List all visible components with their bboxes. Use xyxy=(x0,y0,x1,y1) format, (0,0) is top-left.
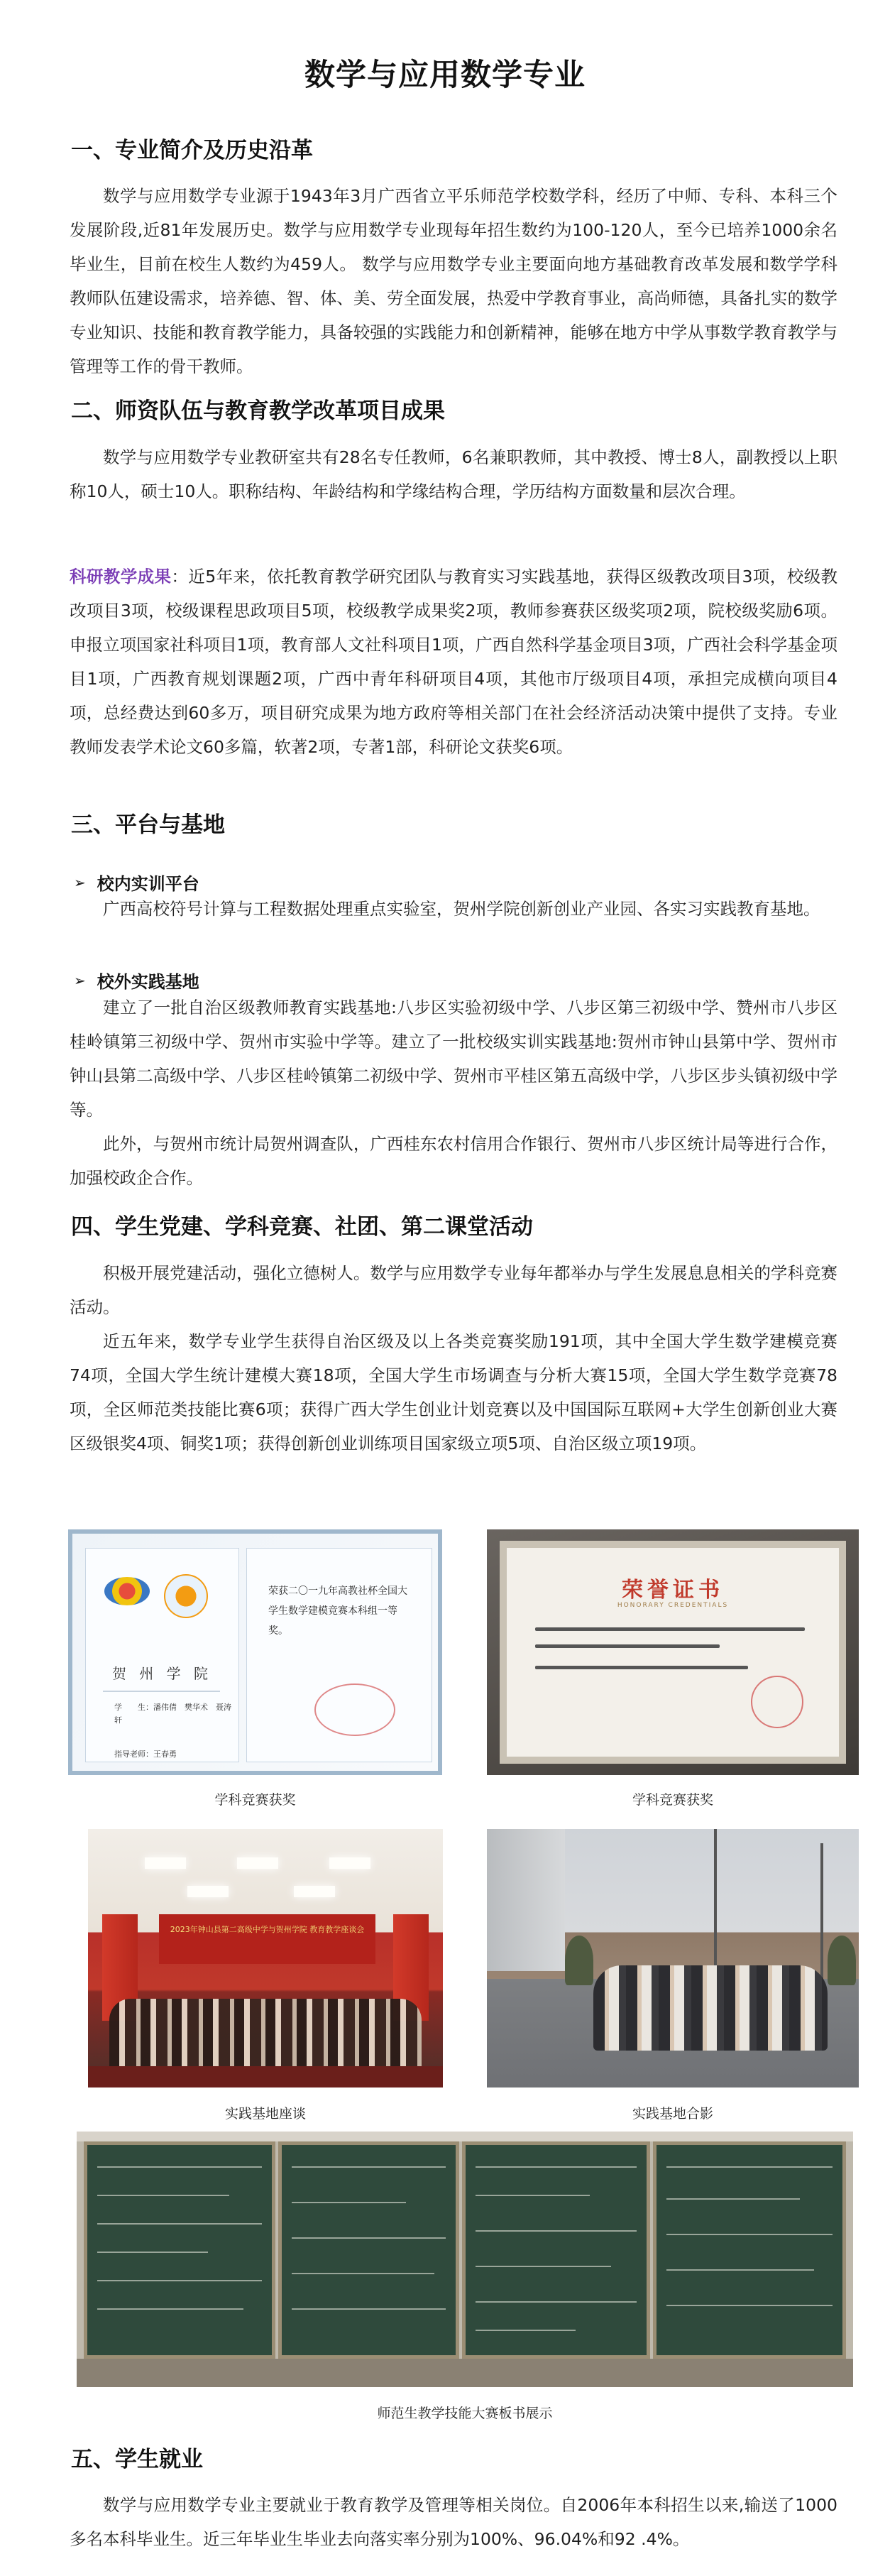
research-achievements-body: ：近5年来，依托教育教学研究团队与教育实习实践基地，获得区级教改项目3项，校级教改项目3项，校级课程思政项目5项，校级教学成果奖2项，教师参赛获区级奖项2项，院校级奖励6项。申报立项国家社科项目1项，教育部人文社科项目1项，广西自然科学基金项目3项，广西社会科学基金项目1项，广西教育规划课题2项，广西中青年科研项目4项，其他市厅级项目4项，承担完成横向项目4项，总经费达到60多万，项目研究成果为地方政府等相关部门在社会经济活动决策中提供了支持。专业教师发表学术论文60多篇，软著2项，专著1部，科研论文获奖6项。 xyxy=(70,567,838,757)
photo-caption-5: 师范生教学技能大赛板书展示 xyxy=(377,2406,553,2421)
photo-caption-2: 学科竞赛获奖 xyxy=(632,1792,713,1808)
research-achievements-paragraph xyxy=(70,560,837,764)
off-campus-body-2: 此外，与贺州市统计局贺州调查队，广西桂东农村信用合作银行、贺州市八步区统计局等进行合作，加强校政企合作。 xyxy=(70,1134,837,1188)
arrow-bullet-icon: ➢ xyxy=(74,873,86,891)
certificate-right-panel xyxy=(246,1548,432,1762)
blackboard-2 xyxy=(278,2141,459,2359)
section-heading-student-activities: 四、学生党建、学科竞赛、社团、第二课堂活动 xyxy=(71,1214,533,1240)
student-activities-body-2: 近五年来，数学专业学生获得自治区级及以上各类竞赛奖励191项，其中全国大学生数学建模竞赛74项，全国大学生统计建模大赛18项，全国大学生市场调查与分析大赛15项，全国大学生数学竞赛78项，全区师范类技能比赛6项；获得广西大学生创业计划竞赛以及中国国际互联网+大学生创新创业大赛区级银奖4项、铜奖1项；获得创新创业训练项目国家级立项5项、自治区级立项19项。 xyxy=(70,1331,837,1453)
subheading-on-campus-label: 校内实训平台 xyxy=(97,874,199,894)
group-members xyxy=(593,1965,828,2051)
certificate-school-name: 贺 州 学 院 xyxy=(111,1665,213,1682)
research-achievements-label: 科研教学成果 xyxy=(70,567,172,586)
blackboard-4 xyxy=(653,2141,846,2359)
meeting-banner: 2023年钟山县第二高级中学与贺州学院 教育教学座谈会 xyxy=(159,1914,375,1964)
red-seal-icon xyxy=(314,1683,395,1736)
practice-base-group-photo xyxy=(487,1829,859,2087)
subheading-off-campus xyxy=(74,968,199,993)
blackboard-showcase-photo xyxy=(77,2132,853,2387)
meeting-attendees xyxy=(109,1999,422,2066)
competition-award-photo-1 xyxy=(68,1529,442,1775)
section-body-employment: 数学与应用数学专业主要就业于教育教学及管理等相关岗位。自2006年本科招生以来,输送了1000多名本科毕业生。近三年毕业生毕业去向落实率分别为100%、96.04%和92 .4%。 xyxy=(70,2495,837,2549)
section-body-faculty: 数学与应用数学专业教研室共有28名专任教师，6名兼职教师，其中教授、博士8人，副教授以上职称10人，硕士10人。职称结构、年龄结构和学缘结构合理，学历结构方面数量和层次合理。 xyxy=(70,447,837,501)
section-heading-faculty: 二、师资队伍与教育教学改革项目成果 xyxy=(71,398,445,424)
blackboard-3 xyxy=(462,2141,650,2359)
competition-award-photo-2 xyxy=(487,1529,859,1775)
red-seal-icon xyxy=(751,1676,803,1728)
photo-caption-3: 实践基地座谈 xyxy=(224,2106,306,2122)
school-logo-icon xyxy=(104,1577,150,1605)
subheading-off-campus-label: 校外实践基地 xyxy=(97,972,199,992)
honor-certificate-title: 荣誉证书 xyxy=(622,1578,724,1603)
student-activities-body-1: 积极开展党建活动，强化立德树人。数学与应用数学专业每年都举办与学生发展息息相关的学科竞赛活动。 xyxy=(70,1263,837,1317)
photo-caption-4: 实践基地合影 xyxy=(632,2106,713,2122)
blackboard-1 xyxy=(84,2141,275,2359)
certificate-student-names: 学 生：潘伟倩 樊华术 聂涛轩 指导老师：王春勇 xyxy=(114,1703,231,1759)
practice-base-meeting-photo xyxy=(88,1829,443,2087)
arrow-bullet-icon: ➢ xyxy=(74,971,86,989)
section-heading-employment: 五、学生就业 xyxy=(71,2447,203,2472)
honor-certificate-subtitle: HONORARY CREDENTIALS xyxy=(617,1602,729,1609)
section-body-intro: 数学与应用数学专业源于1943年3月广西省立平乐师范学校数学科，经历了中师、专科、本科三个发展阶段,近81年发展历史。数学与应用数学专业现每年招生数约为100-120人，至今已培养1000余名毕业生，目前在校生人数约为459人。 数学与应用数学专业主要面向地方基础教育改革发展和数学学科教师队伍建设需求，培养德、智、体、美、劳全面发展，热爱中学教育事业，高尚师德，具备扎实的数学专业知识、技能和教育教学能力，具备较强的实践能力和创新精神，能够在地方中学从事数学教育教学与管理等工作的骨干教师。 xyxy=(70,186,837,376)
competition-logo-icon xyxy=(164,1574,208,1618)
certificate-award-text: 荣获二〇一九年高教社杯全国大学生数学建模竞赛本科组一等奖。 xyxy=(268,1586,407,1637)
section-heading-platforms: 三、平台与基地 xyxy=(71,812,225,838)
section-heading-intro: 一、专业简介及历史沿革 xyxy=(71,138,313,163)
honor-certificate xyxy=(500,1541,846,1764)
page-title: 数学与应用数学专业 xyxy=(304,58,586,93)
on-campus-body: 广西高校符号计算与工程数据处理重点实验室，贺州学院创新创业产业园、各实习实践教育基地。 xyxy=(103,899,820,919)
photo-caption-1: 学科竞赛获奖 xyxy=(214,1792,296,1808)
subheading-on-campus xyxy=(74,870,199,895)
off-campus-body-1: 建立了一批自治区级教师教育实践基地:八步区实验初级中学、八步区第三初级中学、赞州市八步区桂岭镇第三初级中学、贺州市实验中学等。建立了一批校级实训实践基地:贺州市钟山县第中学、贺州市钟山县第二高级中学、八步区桂岭镇第二初级中学、贺州市平桂区第五高级中学，八步区步头镇初级中学等。 xyxy=(70,998,837,1120)
certificate-left-panel xyxy=(85,1548,239,1762)
